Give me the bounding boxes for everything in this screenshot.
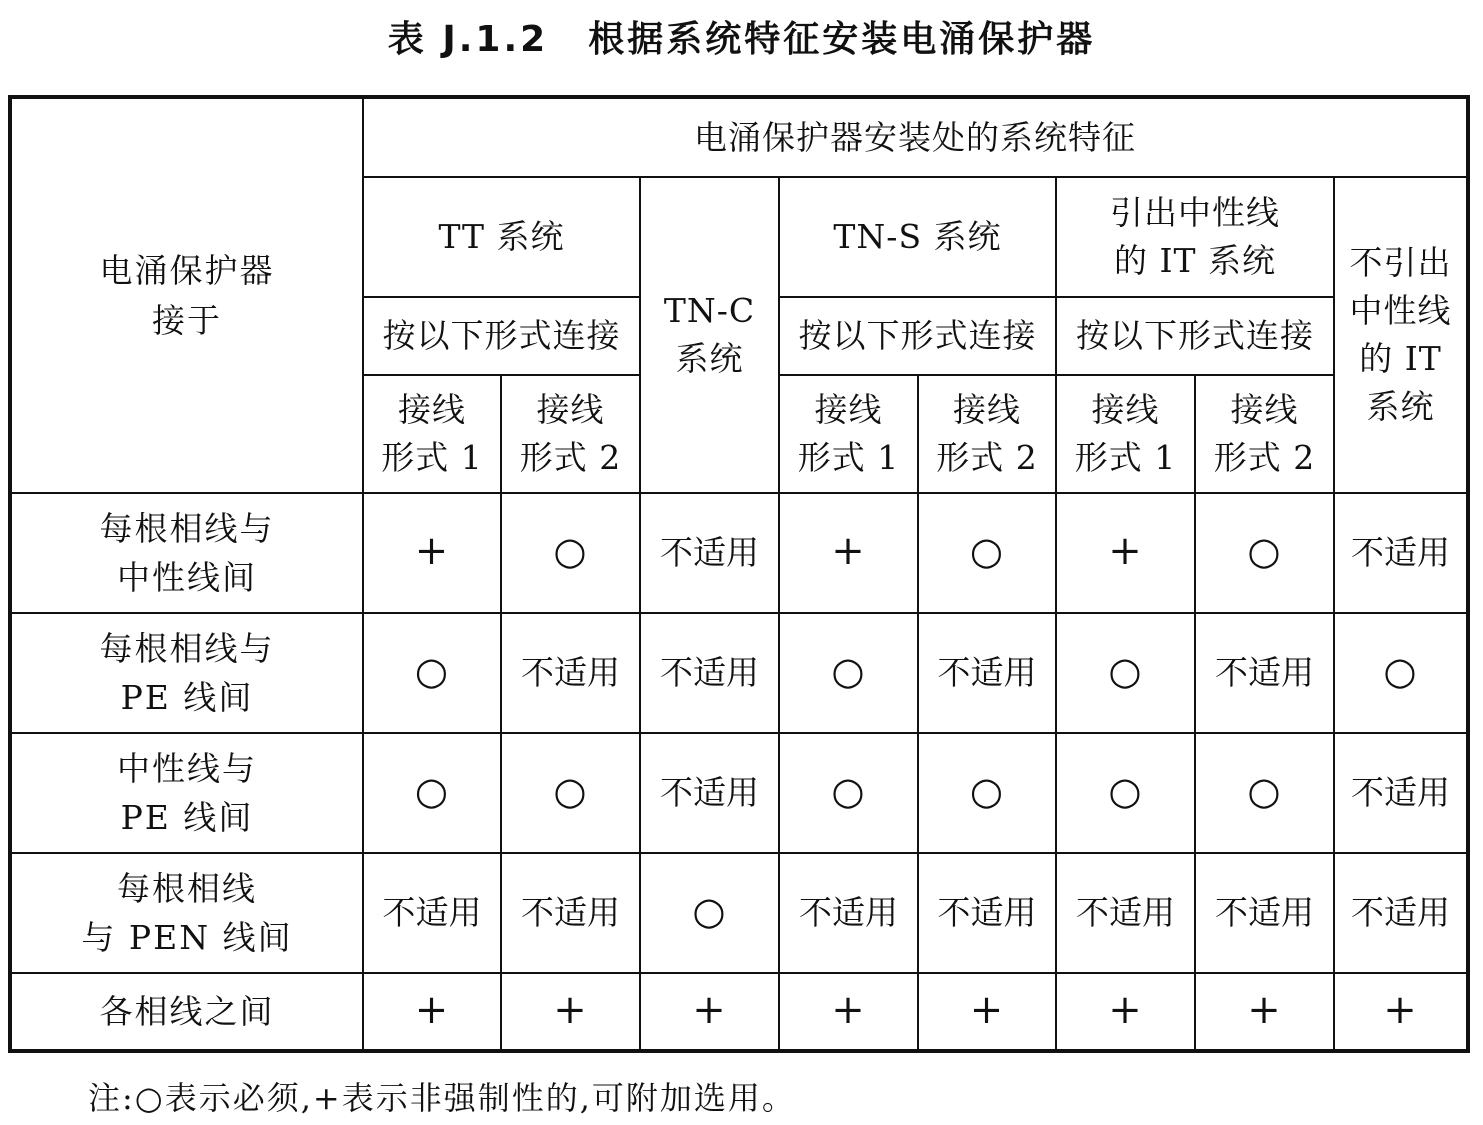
table-cell: + — [640, 973, 779, 1051]
table-cell: ○ — [363, 613, 501, 733]
table-cell: 不适用 — [363, 853, 501, 973]
tns-wiring-form-1: 接线 形式 1 — [779, 375, 918, 493]
table-cell: 不适用 — [1334, 733, 1468, 853]
table-cell: ○ — [1334, 613, 1468, 733]
table-cell: 不适用 — [1334, 853, 1468, 973]
table-cell: ○ — [640, 853, 779, 973]
tns-system-header: TN-S 系统 — [779, 177, 1056, 297]
row-label: 中性线与 PE 线间 — [10, 733, 363, 853]
table-note: 注:○表示必须,+表示非强制性的,可附加选用。 — [88, 1079, 796, 1117]
table-caption — [0, 19, 1483, 60]
it-connect-as: 按以下形式连接 — [1056, 297, 1334, 375]
table-cell: ○ — [1195, 733, 1334, 853]
table-cell: ○ — [1056, 613, 1195, 733]
tt-connect-as: 按以下形式连接 — [363, 297, 640, 375]
table-cell: 不适用 — [1334, 493, 1468, 613]
table-cell: 不适用 — [1195, 613, 1334, 733]
tns-wiring-form-2: 接线 形式 2 — [918, 375, 1056, 493]
row-label: 每根相线 与 PEN 线间 — [10, 853, 363, 973]
table-row — [10, 493, 1468, 613]
table-row — [10, 853, 1468, 973]
table-cell: 不适用 — [918, 613, 1056, 733]
table-cell: 不适用 — [640, 493, 779, 613]
table-number: 表 J.1.2 — [387, 19, 549, 60]
table-cell: ○ — [501, 733, 640, 853]
table-cell: + — [501, 973, 640, 1051]
table-cell: + — [363, 973, 501, 1051]
tt-wiring-form-1: 接线 形式 1 — [363, 375, 501, 493]
table-cell: + — [1334, 973, 1468, 1051]
table-cell: 不适用 — [501, 613, 640, 733]
table-cell: ○ — [501, 493, 640, 613]
table-cell: + — [918, 973, 1056, 1051]
table-cell: 不适用 — [779, 853, 918, 973]
tt-wiring-form-2: 接线 形式 2 — [501, 375, 640, 493]
row-label: 各相线之间 — [10, 973, 363, 1051]
group-title-cell — [363, 97, 1468, 177]
tns-connect-as: 按以下形式连接 — [779, 297, 1056, 375]
table-cell: + — [779, 493, 918, 613]
header-row-1 — [10, 97, 1468, 177]
row-header-line1: 电涌保护器 — [99, 251, 275, 290]
table-cell: ○ — [1056, 733, 1195, 853]
table-cell: 不适用 — [501, 853, 640, 973]
table-cell: 不适用 — [1056, 853, 1195, 973]
row-label: 每根相线与 PE 线间 — [10, 613, 363, 733]
it-with-neutral-header: 引出中性线 的 IT 系统 — [1056, 177, 1334, 297]
table-cell: ○ — [779, 733, 918, 853]
tnc-system-header: TN-C 系统 — [640, 177, 779, 493]
row-header-line2: 接于 — [152, 300, 222, 340]
table-row — [10, 733, 1468, 853]
it-wiring-form-2: 接线 形式 2 — [1195, 375, 1334, 493]
table-cell: 不适用 — [918, 853, 1056, 973]
table-cell: 不适用 — [640, 733, 779, 853]
table-cell: + — [1056, 493, 1195, 613]
row-header-cell — [10, 97, 363, 493]
table-title: 根据系统特征安装电涌保护器 — [588, 19, 1096, 60]
table-cell: ○ — [918, 733, 1056, 853]
table-cell: + — [363, 493, 501, 613]
group-title: 电涌保护器安装处的系统特征 — [694, 117, 1136, 157]
table-cell: ○ — [1195, 493, 1334, 613]
table-cell: + — [1195, 973, 1334, 1051]
table-cell: ○ — [918, 493, 1056, 613]
table-cell: ○ — [779, 613, 918, 733]
table-cell: 不适用 — [1195, 853, 1334, 973]
table-row — [10, 973, 1468, 1051]
table-cell: 不适用 — [640, 613, 779, 733]
table-cell: + — [779, 973, 918, 1051]
it-without-neutral-header: 不引出 中性线 的 IT 系统 — [1334, 177, 1468, 493]
surge-protector-table — [8, 95, 1470, 1053]
table-row — [10, 613, 1468, 733]
tt-system-header: TT 系统 — [363, 177, 640, 297]
table-cell: + — [1056, 973, 1195, 1051]
table-cell: ○ — [363, 733, 501, 853]
it-wiring-form-1: 接线 形式 1 — [1056, 375, 1195, 493]
row-label: 每根相线与 中性线间 — [10, 493, 363, 613]
